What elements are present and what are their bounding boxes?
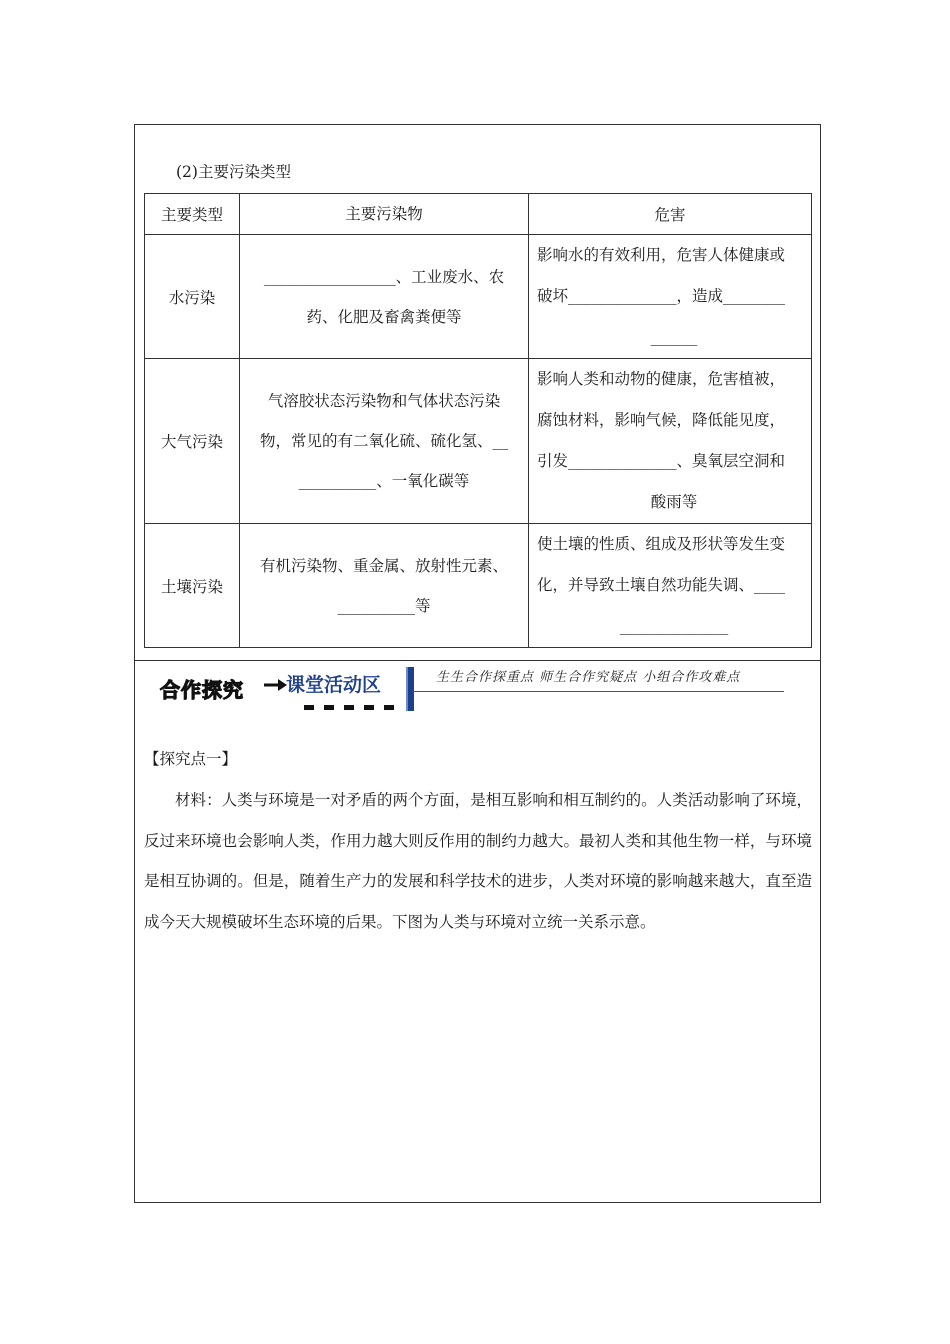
text-line: 气溶胶状态污染物和气体状态污染 [267,392,501,410]
banner-title: 课堂活动区 [286,674,382,696]
text-line: __________、一氧化碳等 [298,472,470,490]
section-divider [134,660,820,661]
banner-bar-decoration [406,667,414,711]
row-pollutants [240,524,529,648]
row-type: 大气污染 [145,359,240,524]
text-line: ______________ [619,617,729,635]
header-pollutants: 主要污染物 [240,194,529,235]
banner-dash-decoration [304,705,404,710]
row-type: 水污染 [145,235,240,359]
banner-slogan: 生生合作探重点 师生合作究疑点 小组合作攻难点 [436,670,741,685]
table-row [145,359,812,524]
text-line: 药、化肥及畜禽粪便等 [306,307,462,326]
text-line: 使土壤的性质、组成及形状等发生变 [537,535,786,553]
row-harm [529,359,812,524]
table-row [145,235,812,359]
arrow-right-icon [264,678,288,692]
text-line: 酸雨等 [650,493,698,511]
banner-left-label: 合作探究 [160,678,244,702]
pollution-table [144,193,812,648]
text-line: ______ [650,328,698,346]
banner-underline [412,691,784,692]
section-subtitle: (2)主要污染类型 [176,163,291,181]
exploration-point-title: 【探究点一】 [144,750,238,768]
row-pollutants [240,235,529,359]
table-row [145,524,812,648]
text-line: 有机污染物、重金属、放射性元素、 [259,556,508,575]
table-header-row [145,194,812,235]
row-harm [529,524,812,648]
row-type: 土壤污染 [145,524,240,648]
text-line: __________等 [337,596,431,615]
header-type: 主要类型 [145,194,240,235]
activity-banner [160,664,800,716]
text-line: 引发______________、臭氧层空洞和 [537,452,786,470]
row-pollutants [240,359,529,524]
header-harm: 危害 [529,194,812,235]
text-line: 腐蚀材料，影响气候，降低能见度， [537,411,786,429]
text-line: 物，常见的有二氧化硫、硫化氢、__ [259,432,508,450]
text-line: _________________、工业废水、农 [263,267,505,286]
text-line: 影响人类和动物的健康，危害植被， [537,370,786,388]
text-line: 化，并导致土壤自然功能失调、____ [537,576,786,594]
row-harm [529,235,812,359]
material-paragraph: 材料：人类与环境是一对矛盾的两个方面，是相互影响和相互制约的。人类活动影响了环境，反过来环境也会影响人类，作用力越大则反作用的制约力越大。最初人类和其他生物一样，与环境是相互协调的。但是，随着生产力的发展和科学技术的进步，人类对环境的影响越来越大，直至造成今天大规模破坏生态环境的后果。下图为人类与环境对立统一关系示意。 [144,791,812,931]
text-line: 影响水的有效利用，危害人体健康或 [537,246,786,264]
text-line: 破坏______________，造成________ [537,287,786,305]
